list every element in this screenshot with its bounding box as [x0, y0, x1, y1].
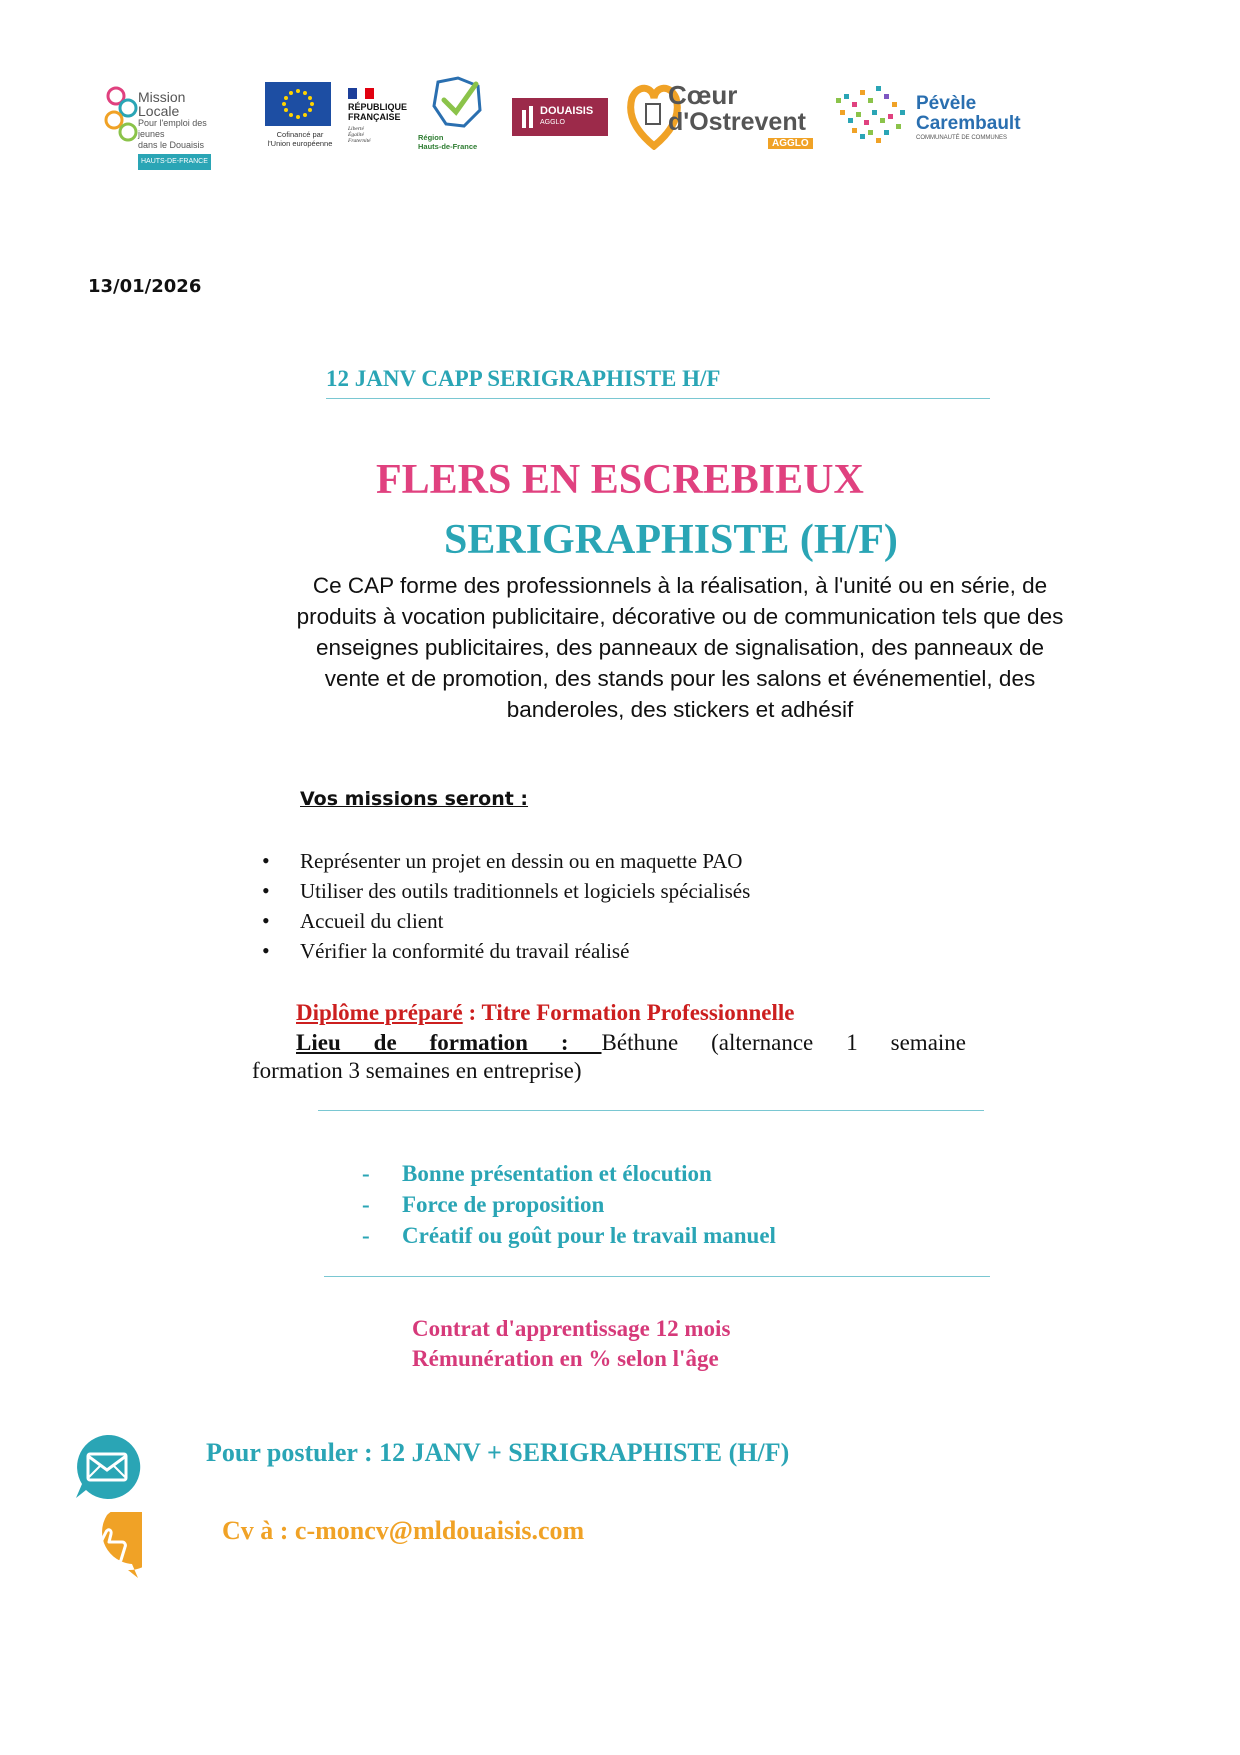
- coeur-line-1: Cœur: [668, 80, 738, 110]
- dash-icon: -: [362, 1223, 370, 1248]
- marianne-flag-icon: [348, 88, 374, 99]
- mission-locale-logo: [100, 76, 230, 165]
- list-item: [262, 936, 750, 966]
- training-location-city: Béthune: [601, 1030, 679, 1055]
- list-item: [262, 906, 750, 936]
- training-location-word: semaine: [890, 1030, 966, 1055]
- publication-date: 13/01/2026: [88, 276, 202, 297]
- mission-locale-sub1: Pour l'emploi des jeunes: [138, 118, 207, 139]
- quality-text: Force de proposition: [402, 1192, 605, 1217]
- diploma-value: : Titre Formation Professionnelle: [462, 1000, 795, 1025]
- contract-salary: Rémunération en % selon l'âge: [412, 1346, 719, 1371]
- douaisis-sub: AGGLO: [540, 119, 565, 126]
- offer-job-title: SERIGRAPHISTE (H/F): [444, 517, 898, 563]
- list-item: [362, 1220, 776, 1251]
- bullet-icon: •: [262, 878, 270, 903]
- region-line-2: Hauts-de-France: [418, 142, 478, 151]
- coeur-line-2: d'Ostrevent: [668, 108, 806, 136]
- divider: [318, 1110, 984, 1111]
- mission-text: Accueil du client: [300, 909, 444, 933]
- pevele-line-1: Pévèle: [916, 93, 977, 114]
- divider: [324, 1276, 990, 1277]
- contract-type: Contrat d'apprentissage 12 mois: [412, 1316, 731, 1341]
- mission-text: Utiliser des outils traditionnels et logiciels spécialisés: [300, 879, 751, 903]
- mission-locale-rings-icon: [102, 82, 142, 152]
- offer-city: FLERS EN ESCREBIEUX: [376, 457, 864, 503]
- eu-flag-icon: [265, 82, 331, 126]
- eu-logo: [260, 76, 340, 156]
- republique-line-2: FRANÇAISE: [348, 112, 401, 122]
- motto-egalite: Égalité: [348, 132, 364, 138]
- douaisis-name: DOUAISIS: [540, 105, 594, 117]
- offer-description: Ce CAP forme des professionnels à la réalisation, à l'unité ou en série, de produits à vocation publicitaire, décorative ou de communication tels que des enseignes publicitaires, des panneaux de signalisation, des panneaux de vente et de promotion, des stands pour les salons et événementiel, des banderoles, des stickers et adhésif: [296, 573, 1064, 722]
- douaisis-tower-icon: [518, 104, 538, 130]
- coeur-tag: AGGLO: [768, 138, 813, 149]
- dash-icon: -: [362, 1192, 370, 1217]
- mission-locale-tag: HAUTS-DE-FRANCE: [138, 154, 211, 170]
- list-item: [262, 876, 750, 906]
- mission-locale-name: Mission Locale: [138, 89, 186, 119]
- quality-text: Créatif ou goût pour le travail manuel: [402, 1223, 776, 1248]
- training-location-word: (alternance: [711, 1030, 814, 1055]
- missions-list: [262, 846, 750, 966]
- mission-text: Vérifier la conformité du travail réalisé: [300, 939, 630, 963]
- training-location-word: 1: [846, 1030, 858, 1055]
- list-item: [362, 1189, 776, 1220]
- pevele-tag: COMMUNAUTÉ DE COMMUNES: [916, 135, 1007, 141]
- mission-text: Représenter un projet en dessin ou en maquette PAO: [300, 849, 743, 873]
- list-item: [362, 1158, 776, 1189]
- republique-francaise-logo: [346, 76, 418, 156]
- bullet-icon: •: [262, 848, 270, 873]
- coeur-ostrevent-logo: [626, 76, 826, 156]
- mission-locale-sub2: dans le Douaisis: [138, 140, 205, 150]
- bullet-icon: •: [262, 938, 270, 963]
- list-item: [262, 846, 750, 876]
- offer-reference-title: 12 JANV CAPP SERIGRAPHISTE H/F: [326, 366, 990, 399]
- motto-fraternite: Fraternité: [348, 138, 371, 144]
- apply-instructions: Pour postuler : 12 JANV + SERIGRAPHISTE (H/F): [206, 1438, 790, 1467]
- missions-heading: Vos missions seront :: [300, 788, 529, 810]
- cv-email[interactable]: Cv à : c-moncv@mldouaisis.com: [222, 1516, 585, 1545]
- qualities-list: [362, 1158, 776, 1251]
- thumbs-up-icon: [72, 1512, 142, 1582]
- republique-line-1: RÉPUBLIQUE: [348, 102, 408, 112]
- diploma-line: [296, 1000, 794, 1026]
- region-hdf-logo: [418, 76, 494, 156]
- eu-caption-1: Cofinancé par: [276, 130, 324, 139]
- pevele-carembault-logo: [834, 76, 1040, 156]
- training-location-label: Lieu de formation :: [296, 1030, 602, 1055]
- eu-caption-2: l'Union européenne: [267, 139, 333, 148]
- douaisis-agglo-logo: [512, 76, 610, 156]
- region-line-1: Région: [418, 133, 444, 142]
- pevele-dots-icon: [834, 84, 912, 150]
- quality-text: Bonne présentation et élocution: [402, 1161, 712, 1186]
- bullet-icon: •: [262, 908, 270, 933]
- diploma-label: Diplôme préparé: [296, 1000, 463, 1025]
- dash-icon: -: [362, 1161, 370, 1186]
- motto-liberte: Liberté: [348, 126, 364, 132]
- region-map-check-icon: [428, 76, 484, 132]
- mail-icon: [72, 1432, 142, 1502]
- training-location-detail: formation 3 semaines en entreprise): [252, 1058, 582, 1083]
- contract-info: [412, 1314, 730, 1374]
- pevele-line-2: Carembault: [916, 113, 1021, 134]
- training-location-line: [296, 1030, 966, 1056]
- partner-logos: [100, 76, 1040, 165]
